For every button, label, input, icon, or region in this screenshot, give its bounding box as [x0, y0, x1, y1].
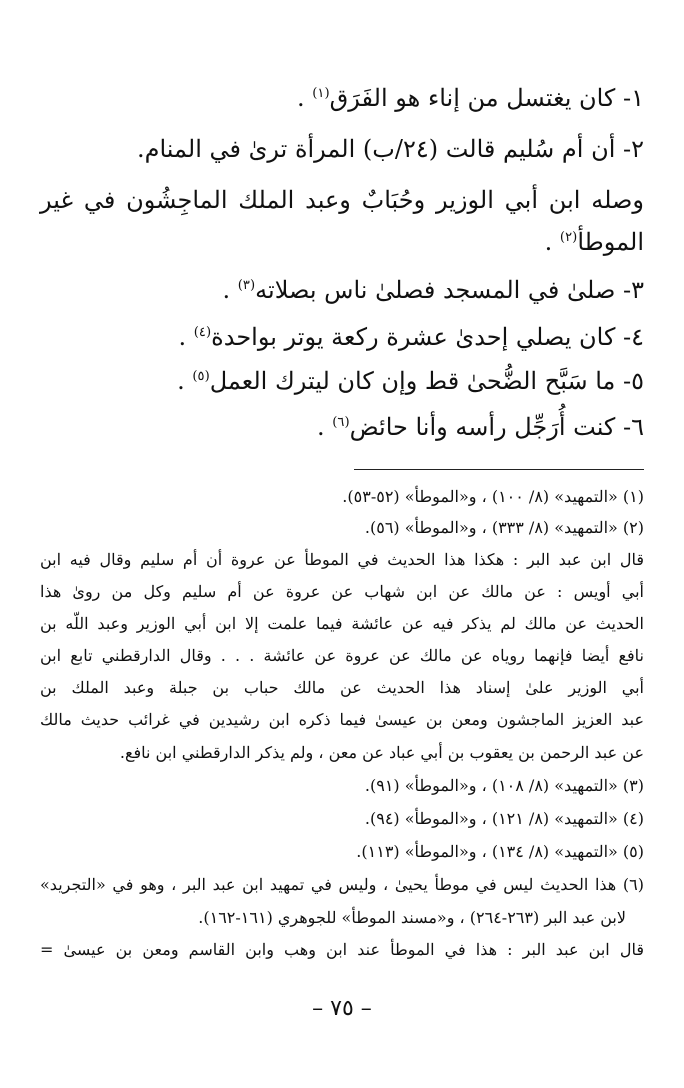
footnote-2-text: عن عبد الرحمن بن يعقوب بن أبي عباد عن معن ، ولم يذكر الدارقطني ابن نافع.: [119, 743, 644, 762]
footnote-2-text: نافع أيضا فإنهما روياه عن مالك عن عروة عن عائشة . . . وقال الدارقطني تابع ابن: [40, 646, 644, 665]
footnote-ref-2: (٢): [559, 229, 578, 245]
hadith-line-1: ١- كان يغتسل من إناء هو الفَرَق$^{(١)}$ .: [296, 84, 644, 112]
footnote-3: (٣) «التمهيد» (٨/ ١٠٨) ، و«الموطأ» (٩١).: [364, 776, 644, 795]
footnote-6-text: قال ابن عبد البر : هذا في الموطأ عند ابن وهب وابن القاسم ومعن بن عيسىٰ =: [40, 940, 644, 959]
footnote-6: (٦) هذا الحديث ليس في موطأ يحيىٰ ، وليس في تمهيد ابن عبد البر ، وهو في «التجريد»: [40, 875, 645, 894]
commentary-line-1: وصله ابن أبي الوزير وحُبَابٌ وعبد الملك الماجِشُون في غير: [40, 186, 644, 214]
footnote-6-text: لابن عبد البر (٢٦٣-٢٦٤) ، و«مسند الموطأ» للجوهري (١٦١-١٦٢).: [198, 908, 626, 927]
footnote-2-text: عبد العزيز الماجشون ومعن بن عيسىٰ فيما ذكره ابن رشيدين في غرائب حديث مالك: [40, 710, 644, 729]
footnote-ref-1: (١): [312, 85, 330, 101]
hadith-line-3: ٣- صلىٰ في المسجد فصلىٰ ناس بصلاته$^{(٣)}$ .: [222, 276, 644, 304]
footnote-2: (٢) «التمهيد» (٨/ ٣٣٣) ، و«الموطأ» (٥٦).: [364, 518, 644, 537]
footnote-ref-6: (٦): [332, 414, 350, 430]
hadith-line-4: ٤- كان يصلي إحدىٰ عشرة ركعة يوتر بواحدة$^{(٤)}$ .: [178, 323, 644, 351]
hadith-line-6: ٦- كنت أُرَجِّل رأسه وأنا حائض$^{(٦)}$ .: [316, 413, 644, 441]
footnote-ref-5: (٥): [192, 368, 210, 384]
footnote-2-text: أبي أويس : عن مالك عن ابن شهاب عن عروة عن أم سليم وكل من روىٰ هذا: [40, 582, 644, 601]
hadith-line-5: ٥- ما سَبَّح الضُّحىٰ قط وإن كان ليترك العمل$^{(٥)}$ .: [177, 367, 644, 395]
footnote-2-text: قال ابن عبد البر : هكذا هذا الحديث في الموطأ عن عروة أن أم سليم وقال فيه ابن: [40, 550, 644, 569]
footnote-2-text: أبي الوزير علىٰ إسناد هذا الحديث عن مالك حباب بن جبلة وعبد الملك بن: [40, 678, 644, 697]
page-number: – ٧٥ –: [312, 996, 372, 1021]
footnote-ref-3: (٣): [237, 277, 256, 293]
footnote-1: (١) «التمهيد» (٨/ ١٠٠) ، و«الموطأ» (٥٢-٥٣).: [342, 487, 644, 506]
footnote-5: (٥) «التمهيد» (٨/ ١٣٤) ، و«الموطأ» (١١٣).: [356, 842, 644, 861]
footnote-4: (٤) «التمهيد» (٨/ ١٢١) ، و«الموطأ» (٩٤).: [364, 809, 644, 828]
hadith-line-2: ٢- أن أم سُليم قالت (٢٤/ب) المرأة ترىٰ في المنام.: [136, 135, 644, 163]
footnote-ref-4: (٤): [193, 324, 212, 340]
footnote-separator: [354, 469, 644, 470]
commentary-line-2: الموطأ$^{(٢)}$ .: [544, 228, 644, 256]
footnote-2-text: الحديث عن مالك لم يذكر فيه عن عائشة فيما علمت إلا ابن أبي الوزير وعبد اللّه بن: [40, 614, 644, 633]
